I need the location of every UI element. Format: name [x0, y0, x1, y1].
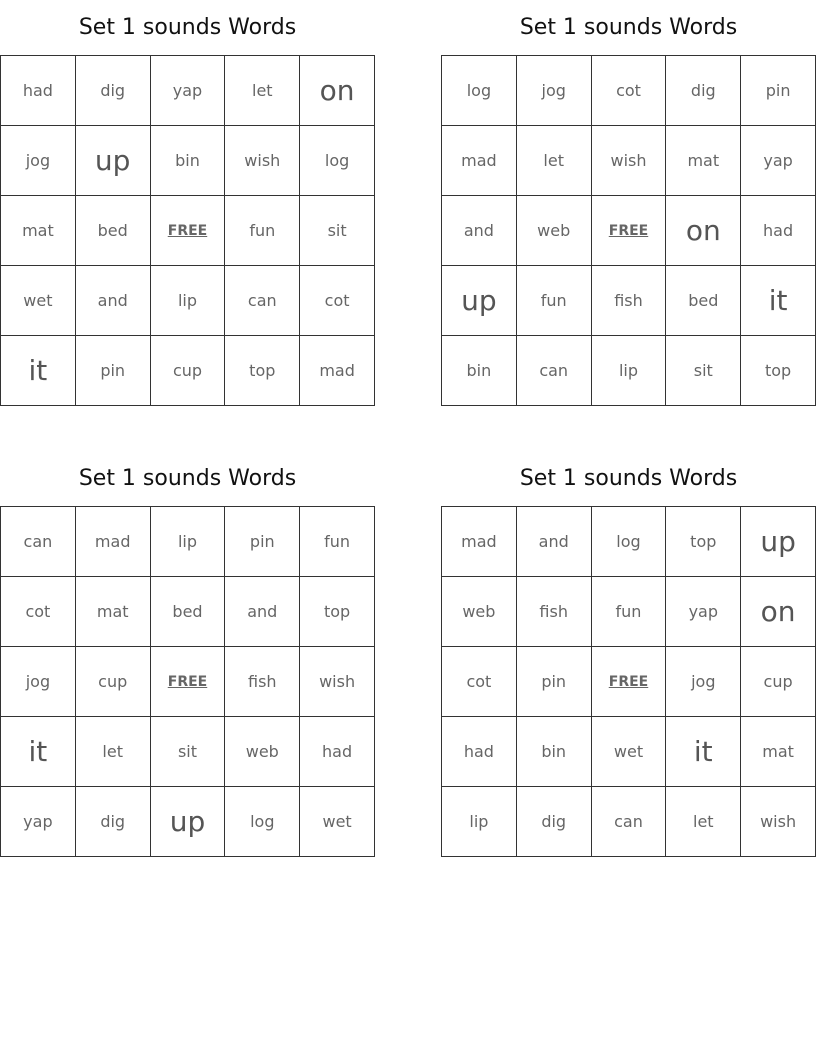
word-cell: mat [666, 126, 741, 196]
word-cell: wet [1, 266, 76, 336]
word-cell: on [666, 196, 741, 266]
word-cell: web [517, 196, 592, 266]
word-cell: can [592, 787, 667, 857]
word-cell: top [300, 577, 375, 647]
card-title: Set 1 sounds Words [519, 15, 738, 40]
word-cell: up [442, 266, 517, 336]
word-cell: yap [1, 787, 76, 857]
word-cell: let [517, 126, 592, 196]
word-cell: cot [592, 56, 667, 126]
word-cell: bin [151, 126, 226, 196]
word-cell: can [517, 336, 592, 406]
word-cell: fun [300, 507, 375, 577]
word-cell: mat [1, 196, 76, 266]
word-cell: wish [741, 787, 816, 857]
word-cell: can [225, 266, 300, 336]
bingo-card [441, 451, 816, 857]
word-cell: top [741, 336, 816, 406]
free-space-cell: FREE [151, 647, 226, 717]
word-cell: lip [442, 787, 517, 857]
word-cell: wish [592, 126, 667, 196]
word-cell: up [76, 126, 151, 196]
word-cell: fun [225, 196, 300, 266]
word-cell: pin [76, 336, 151, 406]
word-cell: yap [151, 56, 226, 126]
word-cell: cup [741, 647, 816, 717]
word-cell: had [741, 196, 816, 266]
word-cell: it [741, 266, 816, 336]
word-cell: up [741, 507, 816, 577]
card-title: Set 1 sounds Words [519, 466, 738, 491]
word-cell: web [225, 717, 300, 787]
word-cell: mad [300, 336, 375, 406]
word-cell: top [666, 507, 741, 577]
bingo-grid [0, 55, 375, 406]
word-cell: on [741, 577, 816, 647]
word-cell: mad [442, 507, 517, 577]
word-cell: jog [666, 647, 741, 717]
word-cell: and [517, 507, 592, 577]
word-cell: had [1, 56, 76, 126]
word-cell: pin [517, 647, 592, 717]
word-cell: lip [592, 336, 667, 406]
word-cell: pin [741, 56, 816, 126]
word-cell: wet [592, 717, 667, 787]
bingo-grid [441, 55, 816, 406]
word-cell: and [442, 196, 517, 266]
word-cell: dig [76, 56, 151, 126]
word-cell: sit [666, 336, 741, 406]
word-cell: fun [517, 266, 592, 336]
word-cell: it [1, 717, 76, 787]
word-cell: fish [225, 647, 300, 717]
word-cell: let [666, 787, 741, 857]
word-cell: yap [741, 126, 816, 196]
bingo-grid [441, 506, 816, 857]
word-cell: jog [517, 56, 592, 126]
word-cell: bin [442, 336, 517, 406]
bingo-card [0, 0, 375, 406]
word-cell: and [76, 266, 151, 336]
free-space-cell: FREE [592, 647, 667, 717]
word-cell: mad [76, 507, 151, 577]
word-cell: let [76, 717, 151, 787]
word-cell: it [1, 336, 76, 406]
free-space-cell: FREE [592, 196, 667, 266]
word-cell: bed [151, 577, 226, 647]
word-cell: log [592, 507, 667, 577]
word-cell: let [225, 56, 300, 126]
word-cell: cot [1, 577, 76, 647]
word-cell: had [442, 717, 517, 787]
word-cell: sit [151, 717, 226, 787]
word-cell: cup [151, 336, 226, 406]
word-cell: sit [300, 196, 375, 266]
word-cell: fish [592, 266, 667, 336]
word-cell: log [225, 787, 300, 857]
word-cell: cot [442, 647, 517, 717]
word-cell: log [442, 56, 517, 126]
word-cell: bed [76, 196, 151, 266]
word-cell: lip [151, 266, 226, 336]
word-cell: mat [76, 577, 151, 647]
word-cell: fish [517, 577, 592, 647]
word-cell: fun [592, 577, 667, 647]
word-cell: jog [1, 126, 76, 196]
word-cell: up [151, 787, 226, 857]
word-cell: dig [76, 787, 151, 857]
word-cell: had [300, 717, 375, 787]
word-cell: cot [300, 266, 375, 336]
card-title: Set 1 sounds Words [78, 466, 297, 491]
word-cell: jog [1, 647, 76, 717]
card-title: Set 1 sounds Words [78, 15, 297, 40]
word-cell: wish [225, 126, 300, 196]
bingo-grid [0, 506, 375, 857]
word-cell: and [225, 577, 300, 647]
bingo-card [441, 0, 816, 406]
word-cell: wet [300, 787, 375, 857]
word-cell: log [300, 126, 375, 196]
word-cell: top [225, 336, 300, 406]
word-cell: mad [442, 126, 517, 196]
word-cell: mat [741, 717, 816, 787]
bingo-card [0, 451, 375, 857]
word-cell: dig [517, 787, 592, 857]
word-cell: can [1, 507, 76, 577]
word-cell: bed [666, 266, 741, 336]
word-cell: web [442, 577, 517, 647]
word-cell: dig [666, 56, 741, 126]
free-space-cell: FREE [151, 196, 226, 266]
word-cell: pin [225, 507, 300, 577]
word-cell: wish [300, 647, 375, 717]
word-cell: cup [76, 647, 151, 717]
word-cell: yap [666, 577, 741, 647]
word-cell: bin [517, 717, 592, 787]
word-cell: lip [151, 507, 226, 577]
word-cell: it [666, 717, 741, 787]
word-cell: on [300, 56, 375, 126]
